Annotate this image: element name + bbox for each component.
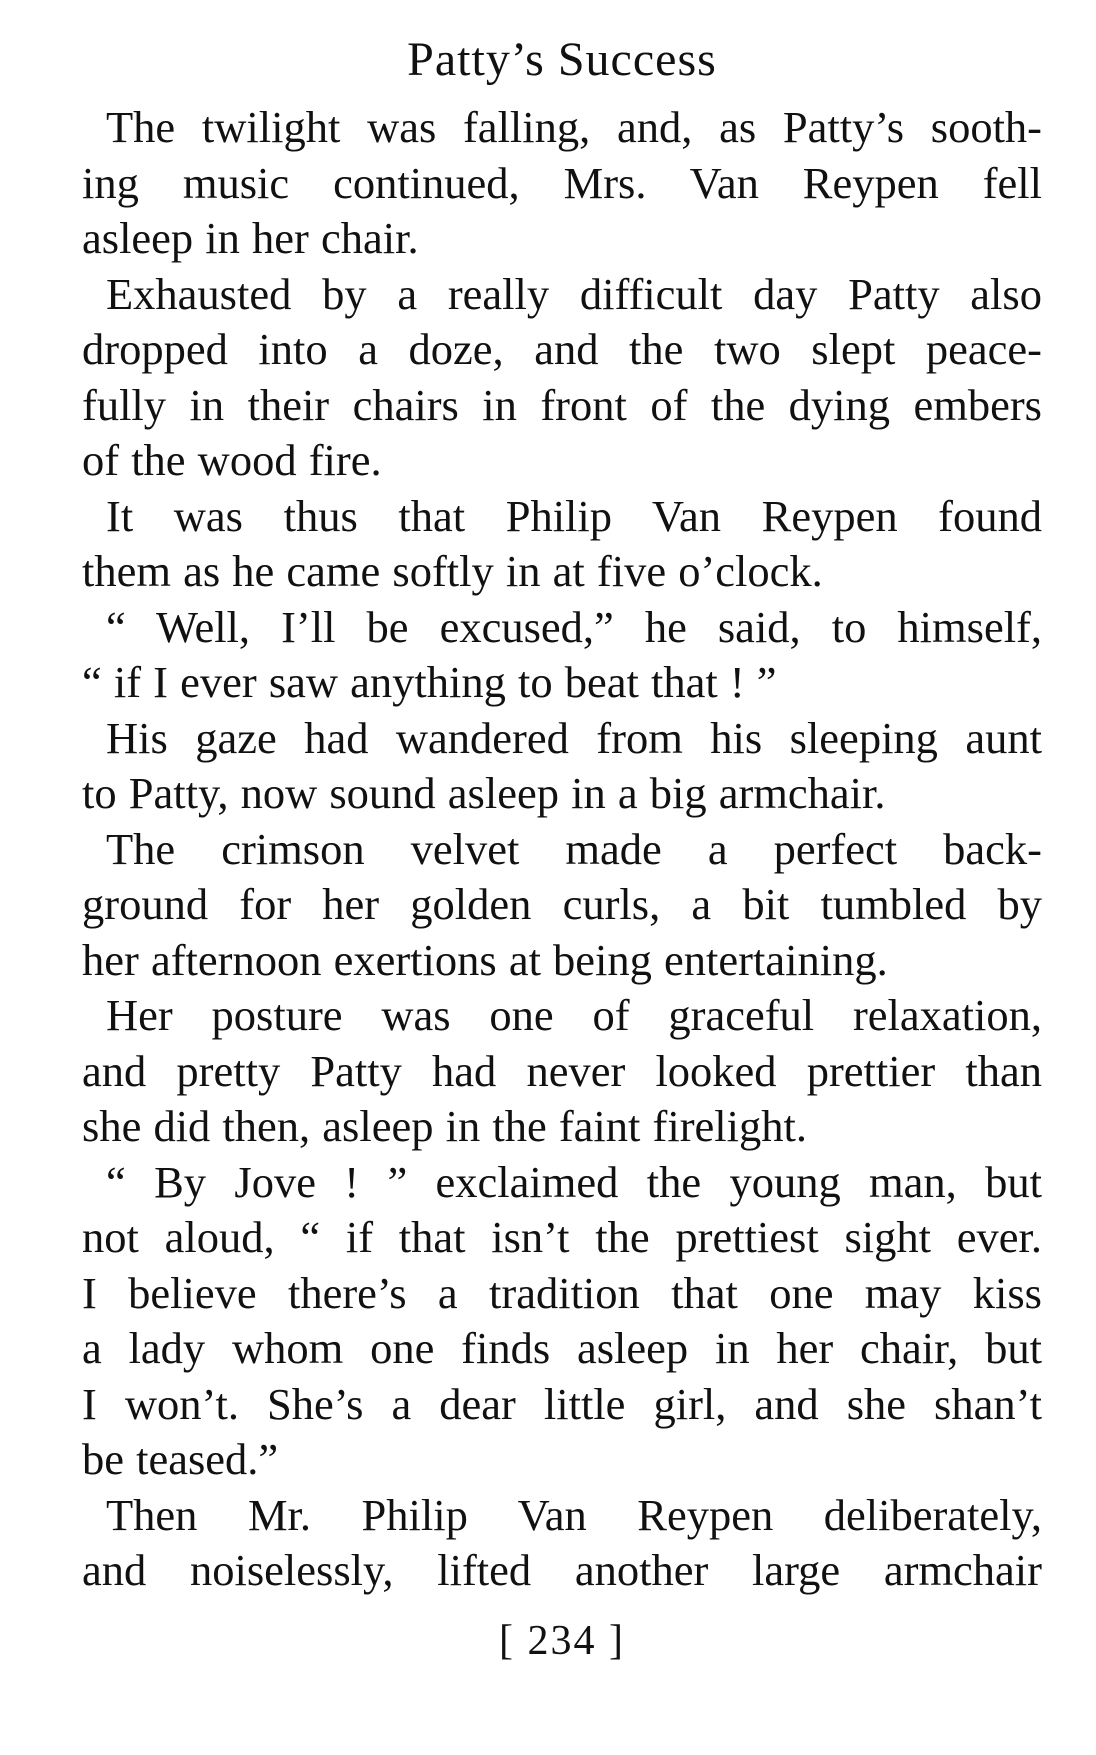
text-line: she did then, asleep in the faint firelight.: [82, 1101, 807, 1151]
text-line: Her posture was one of graceful relaxation,: [106, 990, 1042, 1040]
text-line: and noiselessly, lifted another large armchair: [82, 1545, 1042, 1595]
paragraph-8: [82, 1155, 1042, 1488]
text-line: fully in their chairs in front of the dying embers: [82, 379, 1042, 430]
paragraph-3: [82, 489, 1042, 600]
text-line: “ Well, I’ll be excused,” he said, to himself,: [106, 601, 1042, 652]
text-line: “ By Jove ! ” exclaimed the young man, but: [106, 1156, 1042, 1207]
text-line: I won’t. She’s a dear little girl, and she shan’t: [82, 1378, 1042, 1429]
paragraph-4: [82, 600, 1042, 711]
paragraph-1: [82, 100, 1042, 267]
text-line: dropped into a doze, and the two slept peace-: [82, 324, 1042, 374]
paragraph-7: [82, 988, 1042, 1155]
text-line: of the wood fire.: [82, 435, 382, 485]
text-line: and pretty Patty had never looked prettier than: [82, 1045, 1042, 1096]
text-line: The crimson velvet made a perfect back-: [106, 823, 1042, 874]
page-number: [ 234 ]: [499, 1617, 625, 1664]
text-line: It was thus that Philip Van Reypen found: [106, 490, 1042, 541]
text-line: ing music continued, Mrs. Van Reypen fell: [82, 157, 1042, 208]
text-line: asleep in her chair.: [82, 213, 419, 263]
text-line: them as he came softly in at five o’clock.: [82, 546, 823, 596]
text-line: Exhausted by a really difficult day Patty also: [106, 268, 1042, 319]
text-line: ground for her golden curls, a bit tumbled by: [82, 879, 1042, 929]
text-line: be teased.”: [82, 1434, 279, 1484]
paragraph-9: [82, 1488, 1042, 1599]
text-line: “ if I ever saw anything to beat that ! ”: [82, 657, 777, 707]
text-line: her afternoon exertions at being entertaining.: [82, 934, 888, 985]
paragraph-5: [82, 711, 1042, 822]
text-line: to Patty, now sound asleep in a big armchair.: [82, 768, 886, 818]
text-line: His gaze had wandered from his sleeping aunt: [106, 712, 1042, 763]
text-line: I believe there’s a tradition that one may kiss: [82, 1267, 1042, 1318]
text-line: Then Mr. Philip Van Reypen deliberately,: [106, 1489, 1042, 1540]
book-page: [82, 30, 1042, 1730]
paragraph-2: [82, 267, 1042, 489]
text-line: not aloud, “ if that isn’t the prettiest sight ever.: [82, 1212, 1042, 1262]
paragraph-6: [82, 822, 1042, 989]
text-line: a lady whom one finds asleep in her chair, but: [82, 1323, 1042, 1373]
text-line: The twilight was falling, and, as Patty’s sooth-: [106, 102, 1042, 152]
running-head: Patty’s Success: [407, 33, 717, 86]
